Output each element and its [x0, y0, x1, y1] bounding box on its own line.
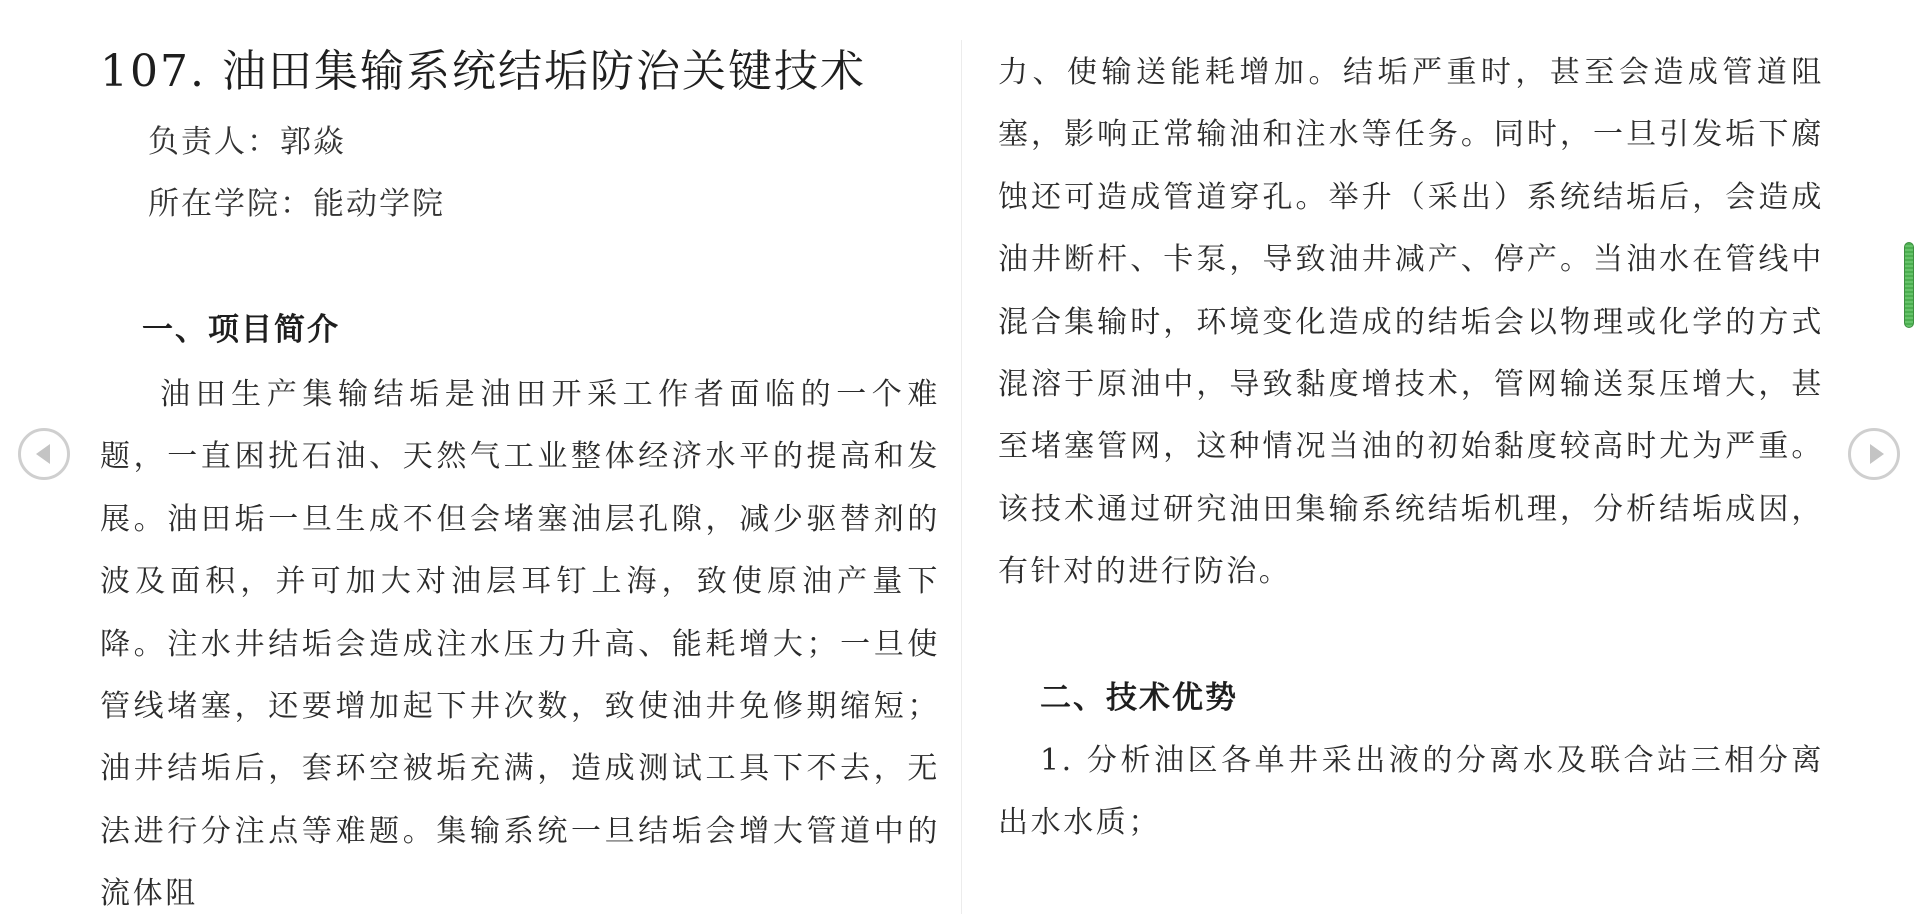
responsible-person: 负责人：郭焱 — [148, 124, 346, 160]
chevron-right-icon — [1870, 444, 1884, 464]
scrollbar-thumb[interactable] — [1904, 242, 1914, 328]
section-heading-advantages: 二、技术优势 — [1040, 680, 1238, 716]
vertical-scrollbar[interactable] — [1904, 0, 1916, 914]
chevron-left-icon — [36, 444, 50, 464]
next-page-button[interactable] — [1848, 428, 1900, 480]
introduction-paragraph-right: 力、使输送能耗增加。结垢严重时，甚至会造成管道阻塞，影响正常输油和注水等任务。同时，一旦引发垢下腐蚀还可造成管道穿孔。举升（采出）系统结垢后，会造成油井断杆、卡泵，导致油井减产、停产。当油水在管线中混合集输时，环境变化造成的结垢会以物理或化学的方式混溶于原油中，导致黏度增技术，管网输送泵压增大，甚至堵塞管网，这种情况当油的初始黏度较高时尤为严重。该技术通过研究油田集输系统结垢机理，分析结垢成因，有针对的进行防治。 — [998, 55, 1824, 590]
page-left — [100, 0, 950, 914]
section-heading-introduction: 一、项目简介 — [142, 312, 340, 348]
introduction-paragraph-left: 油田生产集输结垢是油田开采工作者面临的一个难题，一直困扰石油、天然气工业整体经济水平的提高和发展。油田垢一旦生成不但会堵塞油层孔隙，减少驱替剂的波及面积，并可加大对油层耳钉上海，致使原油产量下降。注水井结垢会造成注水压力升高、能耗增大；一旦使管线堵塞，还要增加起下井次数，致使油井免修期缩短；油井结垢后，套环空被垢充满，造成测试工具下不去，无法进行分注点等难题。集输系统一旦结垢会增大管道中的流体阻 — [100, 377, 940, 912]
previous-page-button[interactable] — [18, 428, 70, 480]
college-name: 所在学院：能动学院 — [148, 186, 445, 222]
page-divider — [961, 40, 962, 914]
page-right — [998, 0, 1828, 914]
advantage-item-1: 1. 分析油区各单井采出液的分离水及联合站三相分离出水水质； — [998, 743, 1824, 841]
document-title: 107. 油田集输系统结垢防治关键技术 — [100, 46, 866, 97]
